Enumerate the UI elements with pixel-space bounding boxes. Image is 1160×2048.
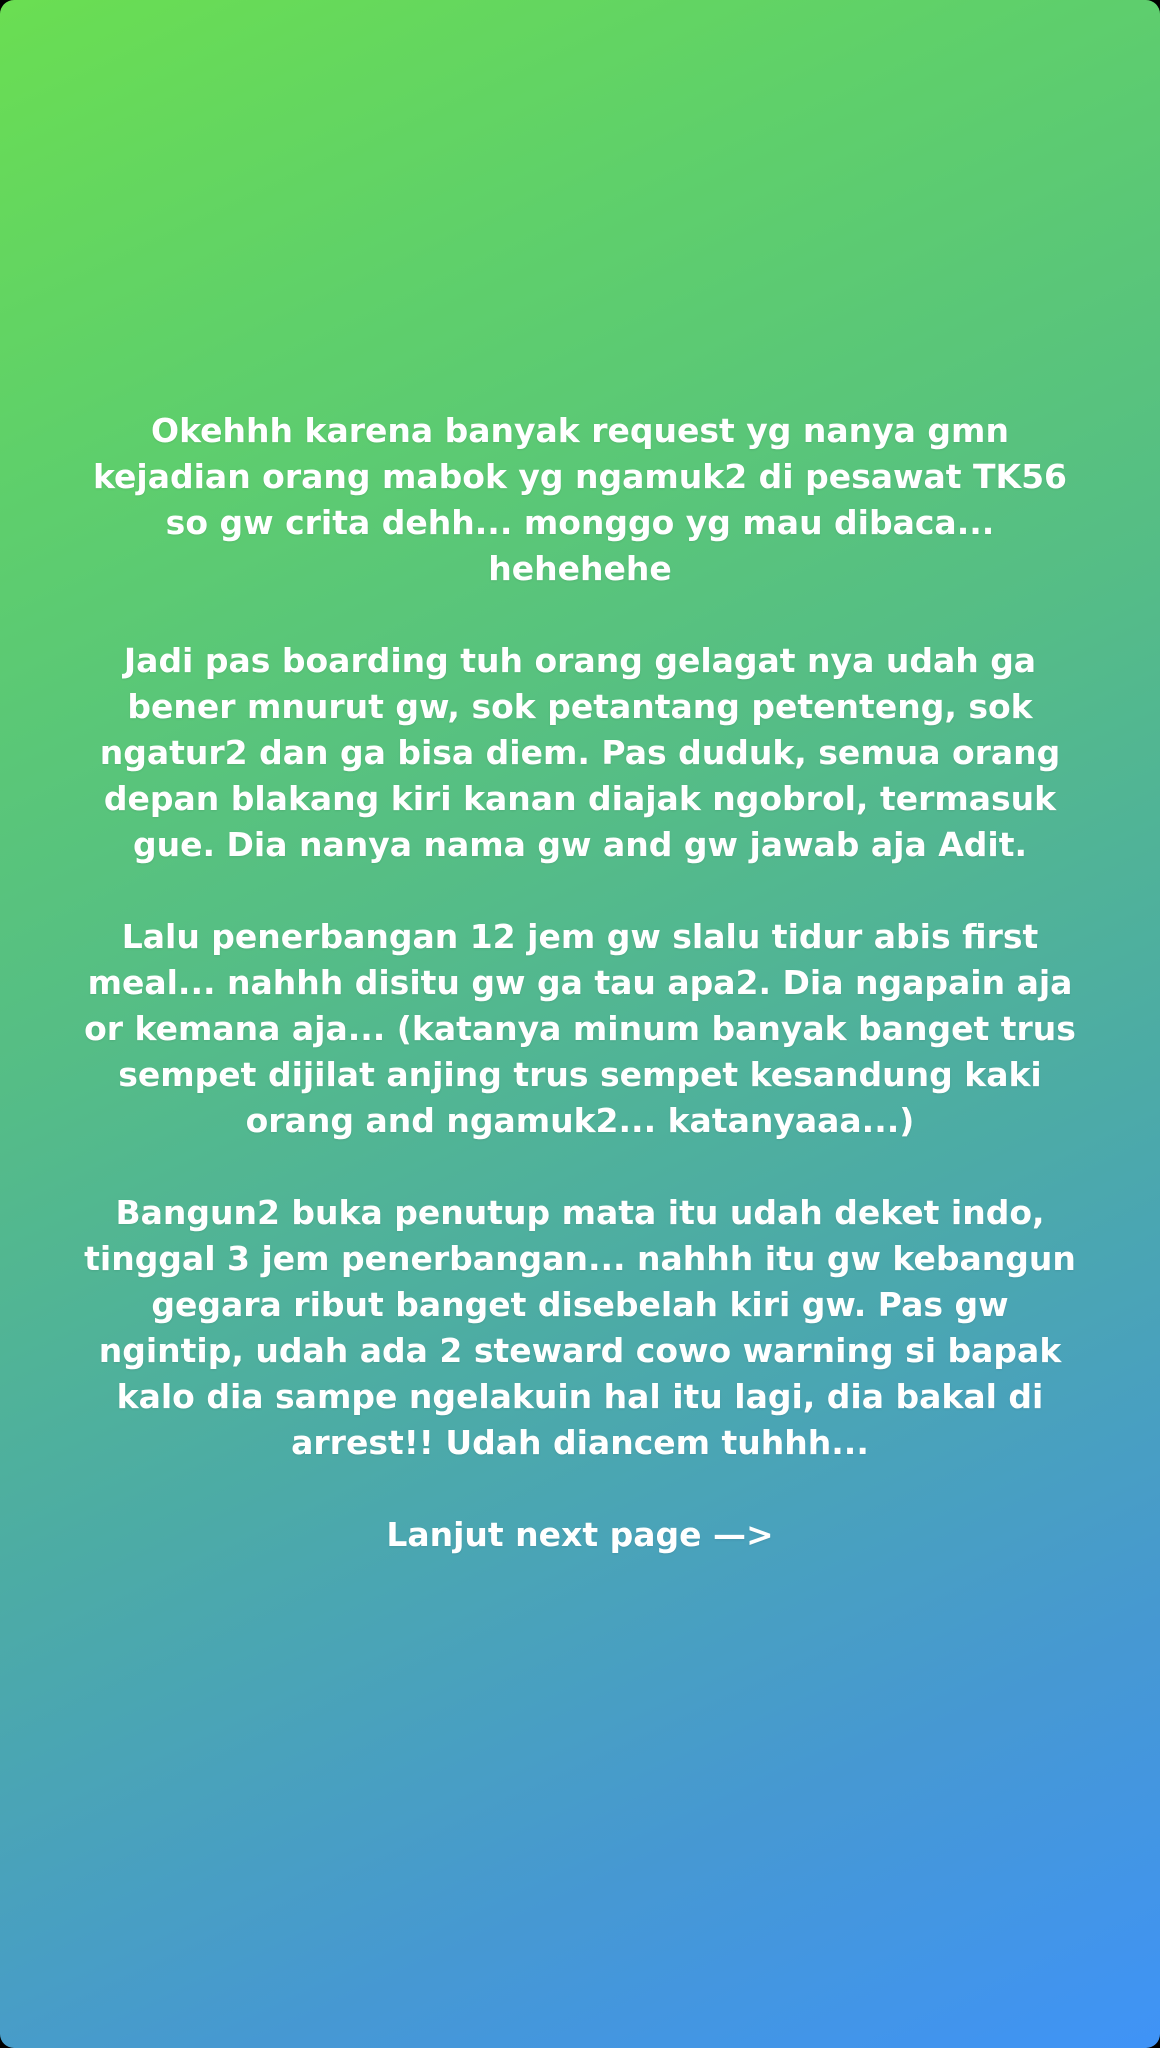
story-paragraph-wakeup: Bangun2 buka penutup mata itu udah deket indo, tinggal 3 jem penerbangan... nahhh itu gw kebangun gegara ribut banget disebelah kiri gw. Pas gw ngintip, udah ada 2 steward cowo warning si bapak kalo dia sampe ngelakuin hal itu lagi, dia bakal di arrest!! Udah diancem tuhhh... — [84, 1193, 1076, 1462]
story-paragraph-boarding: Jadi pas boarding tuh orang gelagat nya udah ga bener mnurut gw, sok petantang petenteng, sok ngatur2 dan ga bisa diem. Pas duduk, semua orang depan blakang kiri kanan diajak ngobrol, termasuk gue. Dia nanya nama gw and gw jawab aja Adit. — [99, 641, 1061, 864]
story-text — [60, 408, 1100, 1558]
story-paragraph-flight: Lalu penerbangan 12 jem gw slalu tidur abis first meal... nahhh disitu gw ga tau apa2. Dia ngapain aja or kemana aja... (katanya minum banyak banget trus sempet dijilat anjing trus sempet kesandung kaki orang and ngamuk2... katanyaaa...) — [84, 917, 1076, 1140]
next-page-label: Lanjut next page —> — [386, 1515, 774, 1554]
story-paragraph-intro: Okehhh karena banyak request yg nanya gmn kejadian orang mabok yg ngamuk2 di pesawat TK56 so gw crita dehh... monggo yg mau dibaca... hehehehe — [92, 411, 1068, 588]
